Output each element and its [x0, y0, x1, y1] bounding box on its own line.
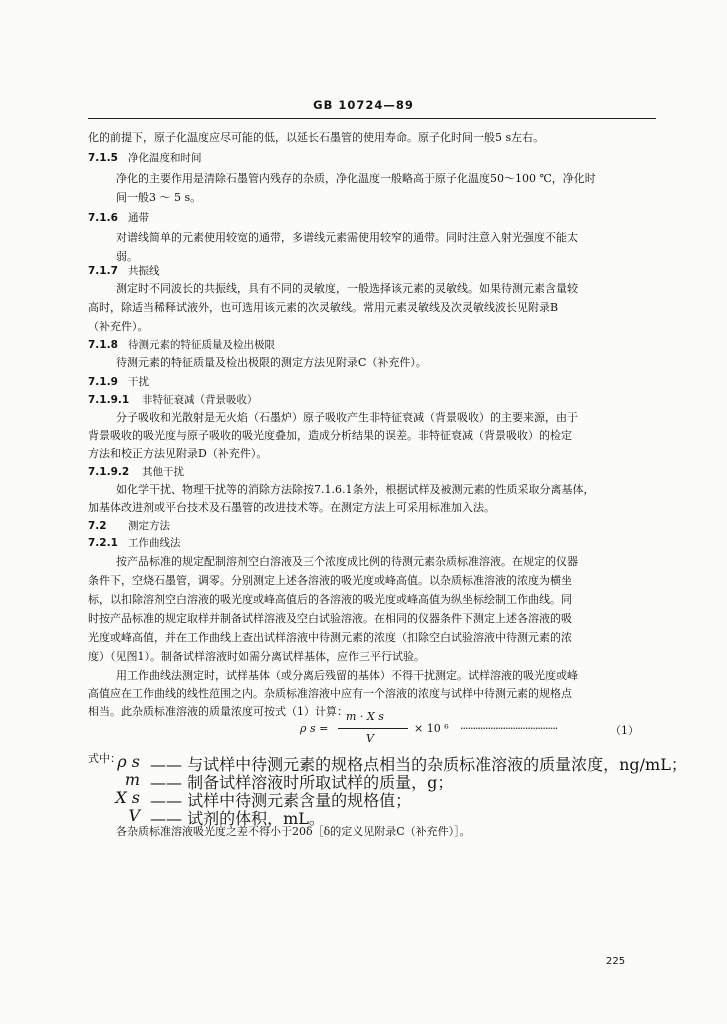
variable-symbol: ρ s — [117, 752, 140, 771]
section-number: 7.1.9 — [88, 376, 118, 388]
variable-symbol: V — [128, 806, 140, 825]
section-title: 测定方法 — [128, 520, 170, 532]
standard-header: GB 10724—89 — [313, 98, 414, 112]
paragraph-line: 时按产品标准的规定取样并制备试样溶液及空白试验溶液。在相同的仪器条件下测定上述各溶液的吸 — [88, 612, 572, 625]
section-title: 非特征衰减（背景吸收） — [142, 394, 258, 406]
paragraph-line: 高值应在工作曲线的线性范围之内。杂质标准溶液中应有一个溶液的浓度与试样中待测元素的规格点 — [88, 687, 572, 700]
paragraph-line: 按产品标准的规定配制溶剂空白溶液及三个浓度成比例的待测元素杂质标准溶液。在规定的仪器 — [116, 555, 578, 568]
paragraph-line: 待测元素的特征质量及检出极限的测定方法见附录C（补充件）。 — [116, 356, 427, 369]
paragraph-line: 背景吸收的吸光度与原子吸收的吸光度叠加，造成分析结果的误差。非特征衰减（背景吸收）的检定 — [88, 429, 572, 442]
paragraph-line: 如化学干扰、物理干扰等的消除方法除按7.1.6.1条外，根据试样及被测元素的性质采取分离基体， — [116, 483, 595, 496]
page-number: 225 — [606, 956, 626, 967]
formula-lhs: ρ s = — [300, 722, 329, 735]
section-7-1-6 — [88, 211, 658, 225]
formula-factor: × 10 ⁶ — [414, 722, 449, 735]
section-number: 7.1.9.2 — [88, 466, 130, 478]
header-rule — [88, 118, 656, 119]
formula-number: （1） — [610, 724, 639, 737]
section-7-1-7 — [88, 264, 658, 278]
paragraph-line: 对谱线简单的元素使用较宽的通带，多谱线元素需使用较窄的通带。同时注意入射光强度不能太 — [116, 231, 578, 244]
body-line: 化的前提下，原子化温度应尽可能的低，以延长石墨管的使用寿命。原子化时间一般5 s左右。 — [88, 131, 545, 144]
variable-symbol: X s — [115, 788, 140, 807]
section-title: 待测元素的特征质量及检出极限 — [128, 339, 275, 351]
variable-definition: —— 试样中待测元素含量的规格值； — [150, 791, 412, 810]
variable-definition: —— 制备试样溶液时所取试样的质量，g； — [150, 773, 454, 792]
section-7-1-9-1 — [88, 393, 658, 407]
closing-line: 各杂质标准溶液吸光度之差不得小于20δ［δ的定义见附录C（补充件）］。 — [116, 825, 471, 838]
section-number: 7.1.7 — [88, 265, 118, 277]
fraction-bar — [338, 728, 408, 729]
paragraph-line: 度）（见图1）。制备试样溶液时如需分离试样基体，应作三平行试验。 — [88, 650, 425, 663]
paragraph-line: （补充件）。 — [88, 320, 149, 333]
paragraph-line: 间一般3 ～ 5 s。 — [116, 191, 202, 204]
paragraph-line: 测定时不同波长的共振线，具有不同的灵敏度，一般选择该元素的灵敏线。如果待测元素含量较 — [116, 282, 578, 295]
paragraph-line: 加基体改进剂或平台技术及石墨管的改进技术等。在测定方法上可采用标准加入法。 — [88, 501, 495, 514]
section-title: 干扰 — [128, 376, 149, 388]
variables-intro: 式中： — [88, 752, 121, 765]
paragraph-line: 标，以扣除溶剂空白溶液的吸光度或峰高值后的各溶液的吸光度或峰高值为纵坐标绘制工作曲线。同 — [88, 593, 572, 606]
paragraph-line: 条件下，空烧石墨管，调零。分别测定上述各溶液的吸光度或峰高值。以杂质标准溶液的浓度为横坐 — [88, 574, 572, 587]
formula-leader-dots: ······································· — [460, 722, 558, 735]
formula-1 — [300, 710, 660, 750]
formula-denominator: V — [366, 732, 374, 745]
section-7-1-9 — [88, 375, 658, 389]
section-7-1-9-2 — [88, 465, 658, 479]
section-title: 工作曲线法 — [128, 537, 181, 549]
section-number: 7.1.6 — [88, 212, 118, 224]
paragraph-line: 分子吸收和光散射是无火焰（石墨炉）原子吸收产生非特征衰减（背景吸收）的主要来源，由于 — [116, 411, 578, 424]
section-number: 7.2.1 — [88, 537, 118, 549]
section-7-1-8 — [88, 338, 658, 352]
section-title: 净化温度和时间 — [128, 152, 202, 164]
section-number: 7.1.8 — [88, 339, 118, 351]
section-title: 通带 — [128, 212, 149, 224]
variable-definition: —— 与试样中待测元素的规格点相当的杂质标准溶液的质量浓度，ng/mL； — [150, 755, 687, 774]
section-7-2-1 — [88, 536, 658, 550]
section-number: 7.1.5 — [88, 152, 118, 164]
section-number: 7.2 — [88, 520, 107, 532]
paragraph-line: 弱。 — [116, 250, 138, 263]
paragraph-line: 高时，除适当稀释试液外，也可选用该元素的次灵敏线。常用元素灵敏线及次灵敏线波长见附录B — [88, 301, 559, 314]
formula-numerator: m · X s — [346, 710, 384, 723]
paragraph-line: 用工作曲线法测定时，试样基体（或分离后残留的基体）不得干扰测定。试样溶液的吸光度或峰 — [116, 669, 578, 682]
paragraph-line: 光度或峰高值，并在工作曲线上查出试样溶液中待测元素的浓度（扣除空白试验溶液中待测元素的浓 — [88, 631, 572, 644]
variable-definition: —— 试剂的体积，mL。 — [150, 809, 325, 828]
paragraph-line: 相当。此杂质标准溶液的质量浓度可按式（1）计算： — [88, 705, 348, 718]
section-title: 共振线 — [128, 265, 160, 277]
section-7-2 — [88, 519, 658, 533]
section-number: 7.1.9.1 — [88, 394, 130, 406]
variable-symbol: m — [124, 770, 140, 789]
section-title: 其他干扰 — [142, 466, 184, 478]
section-7-1-5 — [88, 151, 658, 165]
paragraph-line: 方法和校正方法见附录D（补充件）。 — [88, 447, 268, 460]
paragraph-line: 净化的主要作用是清除石墨管内残存的杂质，净化温度一般略高于原子化温度50～100 ℃，净化时 — [116, 172, 596, 185]
